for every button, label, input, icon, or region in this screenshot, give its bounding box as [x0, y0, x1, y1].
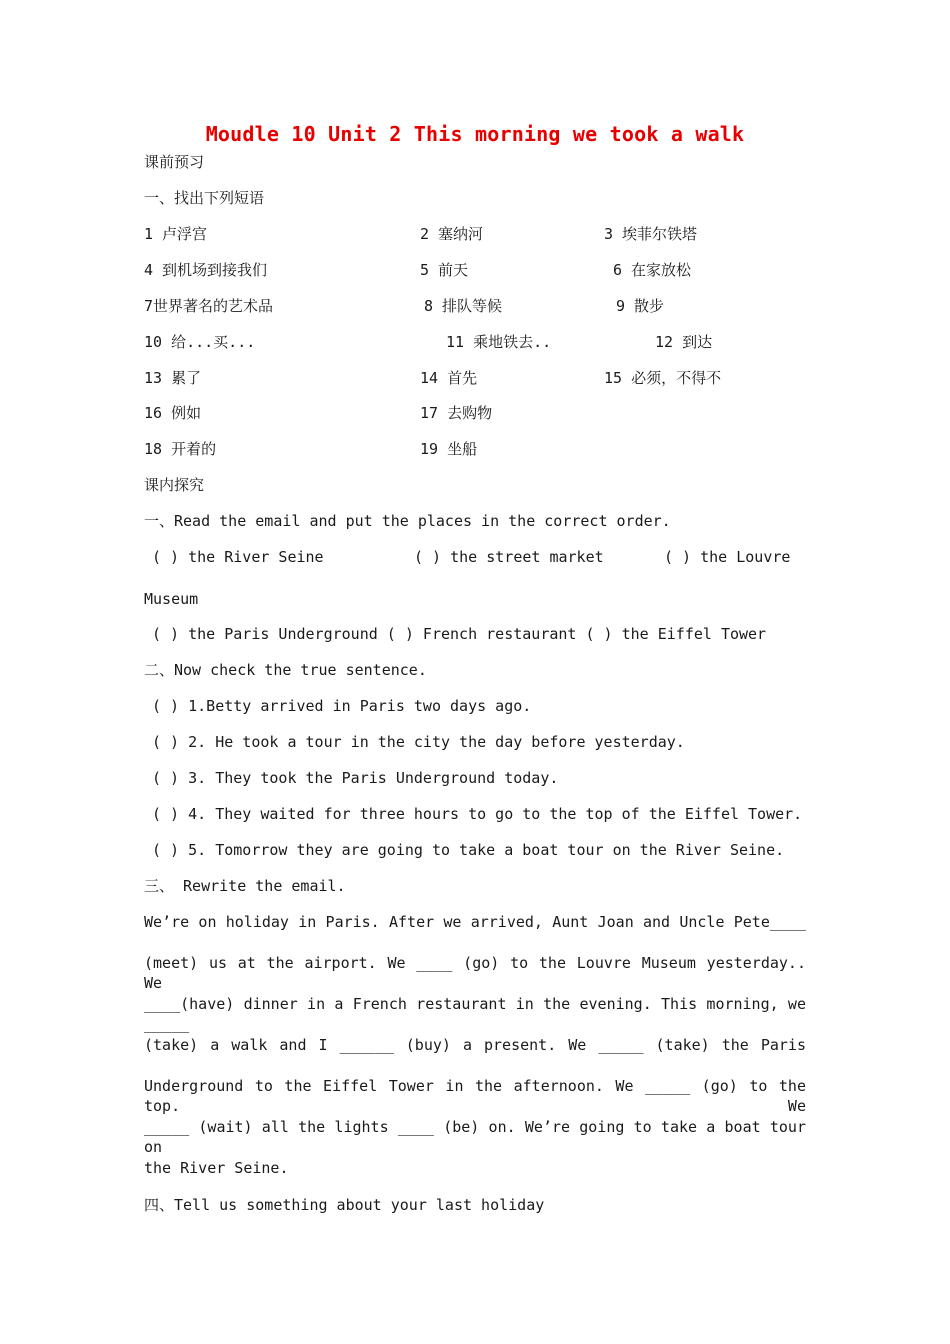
phrase-item: 6 在家放松	[613, 261, 692, 279]
order-item: ( ) the street market	[414, 548, 604, 566]
email-line	[144, 912, 806, 932]
phrase-item: 17 去购物	[420, 404, 493, 422]
phrase-item: 7世界著名的艺术品	[144, 297, 274, 315]
explore-heading: 课内探究	[144, 476, 205, 494]
preview-heading: 课前预习	[144, 153, 205, 171]
email-line	[144, 1117, 806, 1157]
email-line	[144, 953, 806, 993]
order-item-cont: Museum	[144, 590, 199, 608]
true-sentence-item: ( ) 3. They took the Paris Underground today.	[152, 769, 559, 787]
phrase-item: 8 排队等候	[424, 297, 503, 315]
email-line-text: (meet) us at the airport. We ____ (go) to the Louvre Museum yesterday.. We	[144, 954, 806, 992]
phrase-item: 1 卢浮宫	[144, 225, 208, 243]
phrase-item: 14 首先	[420, 369, 478, 387]
true-sentence-item: ( ) 1.Betty arrived in Paris two days ago.	[152, 697, 532, 715]
section-find-phrases: 一、找出下列短语	[144, 189, 265, 207]
phrase-item: 5 前天	[420, 261, 469, 279]
email-line	[144, 1035, 806, 1055]
email-line	[144, 994, 806, 1034]
email-line	[144, 1076, 806, 1116]
email-line-text: (take) a walk and I ______ (buy) a present. We _____ (take) the Paris	[144, 1036, 806, 1054]
email-line-text: We’re on holiday in Paris. After we arrived, Aunt Joan and Uncle Pete____	[144, 913, 806, 931]
true-sentence-item: ( ) 4. They waited for three hours to go to the top of the Eiffel Tower.	[152, 805, 803, 823]
order-item: ( ) the Louvre	[664, 548, 791, 566]
phrase-item: 12 到达	[655, 333, 713, 351]
phrase-item: 9 散步	[616, 297, 665, 315]
section-order: 一、Read the email and put the places in the correct order.	[144, 512, 671, 530]
order-row: ( ) the Paris Underground ( ) French restaurant ( ) the Eiffel Tower	[152, 625, 767, 643]
phrase-item: 18 开着的	[144, 440, 217, 458]
phrase-item: 11 乘地铁去..	[446, 333, 552, 351]
email-line-text: ____(have) dinner in a French restaurant in the evening. This morning, we _____	[144, 995, 806, 1033]
order-item: ( ) the River Seine	[152, 548, 324, 566]
section-true-sentence: 二、Now check the true sentence.	[144, 661, 427, 679]
phrase-item: 15 必须，不得不	[604, 369, 722, 387]
phrase-item: 10 给...买...	[144, 333, 256, 351]
section-last-holiday: 四、Tell us something about your last holiday	[144, 1196, 545, 1214]
phrase-item: 3 埃菲尔铁塔	[604, 225, 698, 243]
phrase-item: 2 塞纳河	[420, 225, 484, 243]
true-sentence-item: ( ) 5. Tomorrow they are going to take a boat tour on the River Seine.	[152, 841, 785, 859]
email-line-text: _____ (wait) all the lights ____ (be) on. We’re going to take a boat tour on	[144, 1118, 806, 1156]
section-rewrite: 三、 Rewrite the email.	[144, 877, 346, 895]
email-line-text: Underground to the Eiffel Tower in the afternoon. We _____ (go) to the top. We	[144, 1077, 806, 1115]
email-line-last: the River Seine.	[144, 1159, 289, 1177]
phrase-item: 19 坐船	[420, 440, 478, 458]
phrase-item: 13 累了	[144, 369, 202, 387]
page-title: Moudle 10 Unit 2 This morning we took a walk	[205, 122, 745, 146]
phrase-item: 4 到机场到接我们	[144, 261, 268, 279]
phrase-item: 16 例如	[144, 404, 202, 422]
true-sentence-item: ( ) 2. He took a tour in the city the day before yesterday.	[152, 733, 685, 751]
